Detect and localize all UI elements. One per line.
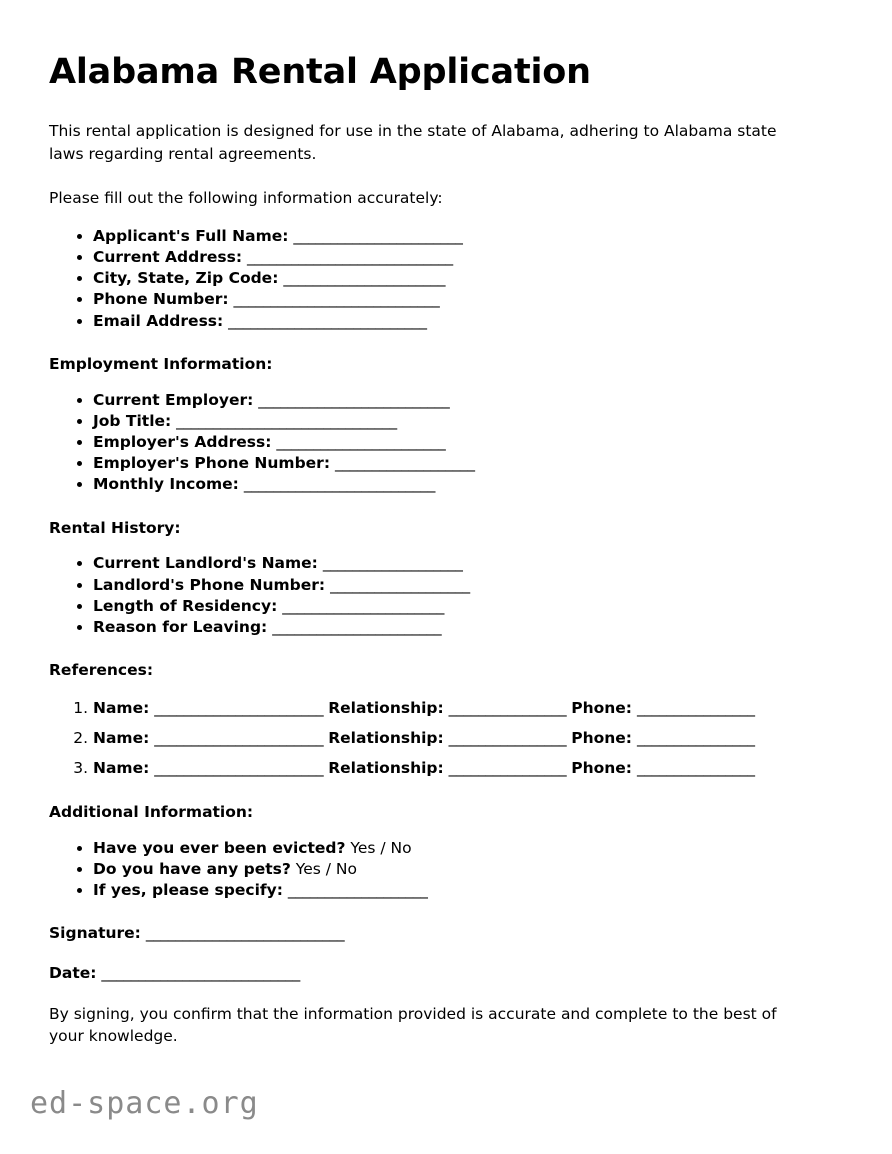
field-blank[interactable]: ___________________________ <box>228 311 427 330</box>
field-blank[interactable]: _______________________ <box>272 618 442 637</box>
list-item <box>93 226 809 247</box>
field-label: Reason for Leaving: <box>93 618 268 637</box>
field-label: Monthly Income: <box>93 475 239 494</box>
field-blank[interactable]: ___________________ <box>322 554 463 573</box>
field-label: Employer's Address: <box>93 432 272 451</box>
field-blank[interactable]: ___________________ <box>287 881 428 900</box>
reference-relationship-label: Relationship: <box>328 729 444 748</box>
field-blank[interactable]: ______________________ <box>282 596 444 615</box>
section-heading-rental-history: Rental History: <box>49 518 181 537</box>
date-label: Date: <box>49 964 97 983</box>
signature-row <box>49 923 809 945</box>
list-item <box>93 756 809 780</box>
list-item <box>93 311 809 332</box>
reference-phone-label: Phone: <box>571 729 633 748</box>
closing-paragraph: By signing, you confirm that the information provided is accurate and complete to the best of your knowledge. <box>49 1004 777 1046</box>
reference-phone-blank[interactable]: ________________ <box>636 759 755 778</box>
section-heading-employment: Employment Information: <box>49 354 273 373</box>
list-item <box>93 411 809 432</box>
reference-name-label: Name: <box>93 729 150 748</box>
list-item <box>93 880 809 901</box>
date-row <box>49 963 809 985</box>
field-label: Landlord's Phone Number: <box>93 575 326 594</box>
field-value-yes-no[interactable]: Yes / No <box>295 859 357 878</box>
list-item <box>93 575 809 596</box>
reference-name-label: Name: <box>93 759 150 778</box>
field-blank[interactable]: __________________________ <box>258 390 450 409</box>
field-blank[interactable]: ______________________ <box>283 269 446 288</box>
list-item <box>93 726 809 750</box>
list-item <box>93 268 809 289</box>
list-item <box>93 596 809 617</box>
list-item <box>93 553 809 574</box>
reference-phone-label: Phone: <box>571 759 633 778</box>
signature-label: Signature: <box>49 924 141 943</box>
reference-phone-label: Phone: <box>571 699 633 717</box>
section-heading-additional: Additional Information: <box>49 803 254 822</box>
list-item <box>93 474 809 495</box>
list-item <box>93 247 809 268</box>
field-label: Length of Residency: <box>93 596 278 615</box>
list-item <box>93 617 809 638</box>
instruction-paragraph: Please fill out the following information accurately: <box>49 189 443 208</box>
reference-relationship-label: Relationship: <box>328 699 444 717</box>
field-value-yes-no[interactable]: Yes / No <box>350 838 412 857</box>
list-item <box>93 289 809 310</box>
field-blank[interactable]: __________________________ <box>243 475 435 494</box>
site-watermark: ed-space.org <box>30 1086 259 1121</box>
list-item <box>93 453 809 474</box>
reference-relationship-blank[interactable]: ________________ <box>448 729 567 748</box>
field-label: Job Title: <box>93 411 172 430</box>
reference-name-blank[interactable]: _______________________ <box>154 759 324 778</box>
reference-name-blank[interactable]: _______________________ <box>154 699 324 717</box>
section-heading-references: References: <box>49 661 154 680</box>
field-blank[interactable]: ______________________________ <box>176 411 397 430</box>
signature-blank[interactable]: ___________________________ <box>145 924 345 943</box>
field-blank[interactable]: ___________________ <box>330 575 470 594</box>
field-label: Current Employer: <box>93 390 254 409</box>
field-label: City, State, Zip Code: <box>93 269 279 288</box>
field-label: Have you ever been evicted? <box>93 838 346 857</box>
field-label: Current Landlord's Name: <box>93 554 318 573</box>
reference-relationship-label: Relationship: <box>328 759 444 778</box>
field-label: Applicant's Full Name: <box>93 226 289 245</box>
intro-paragraph: This rental application is designed for use in the state of Alabama, adhering to Alabama state laws regarding rental agreements. <box>49 122 777 163</box>
references-list <box>49 696 809 780</box>
list-item <box>93 696 809 720</box>
field-label: Current Address: <box>93 247 243 266</box>
reference-name-label: Name: <box>93 699 150 717</box>
field-label: Email Address: <box>93 311 224 330</box>
document-content <box>49 52 809 1048</box>
page-title: Alabama Rental Application <box>49 52 591 92</box>
reference-phone-blank[interactable]: ________________ <box>636 699 755 717</box>
field-label: If yes, please specify: <box>93 881 283 900</box>
reference-relationship-blank[interactable]: ________________ <box>448 699 567 717</box>
field-label: Employer's Phone Number: <box>93 454 331 473</box>
field-blank[interactable]: _______________________ <box>276 432 446 451</box>
field-label: Phone Number: <box>93 290 229 309</box>
date-blank[interactable]: ___________________________ <box>101 964 300 983</box>
field-blank[interactable]: ____________________________ <box>246 247 453 266</box>
applicant-field-list <box>49 226 809 332</box>
reference-name-blank[interactable]: _______________________ <box>154 729 324 748</box>
list-item <box>93 432 809 453</box>
additional-field-list <box>49 838 809 902</box>
list-item <box>93 859 809 880</box>
field-blank[interactable]: _______________________ <box>293 226 463 245</box>
rental-history-field-list <box>49 553 809 638</box>
reference-phone-blank[interactable]: ________________ <box>636 729 755 748</box>
field-label: Do you have any pets? <box>93 859 291 878</box>
list-item <box>93 390 809 411</box>
field-blank[interactable]: ___________________ <box>334 454 475 473</box>
employment-field-list <box>49 390 809 496</box>
field-blank[interactable]: ____________________________ <box>233 290 440 309</box>
list-item <box>93 838 809 859</box>
reference-relationship-blank[interactable]: ________________ <box>448 759 567 778</box>
